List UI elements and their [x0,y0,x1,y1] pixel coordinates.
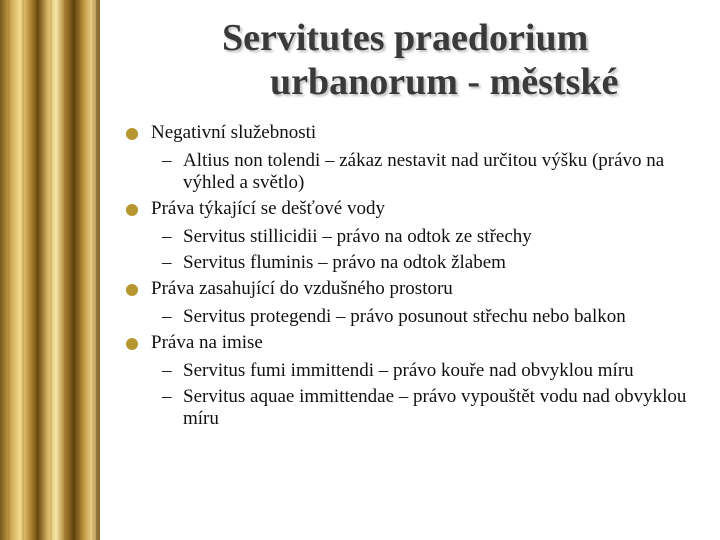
bullet-icon [126,204,138,216]
list-subitem [126,150,711,194]
dash-marker: – [162,226,172,247]
list-item [126,332,711,354]
list-subitem-text: Servitus fumi immittendi – právo kouře nad obvyklou míru [183,360,634,381]
bullet-icon [126,338,138,350]
slide-title [120,16,710,104]
list-subitem-text: Servitus aquae immittendae – právo vypouštět vodu nad obvyklou míru [183,386,687,429]
list-item-text: Práva zasahující do vzdušného prostoru [151,278,453,299]
list-item [126,278,711,300]
list-item-text: Práva týkající se dešťové vody [151,198,385,219]
list-subitem [126,252,711,274]
dash-marker: – [162,386,172,407]
bullet-icon [126,284,138,296]
list-subitem [126,386,711,430]
dash-marker: – [162,150,172,171]
gold-decorative-bar [0,0,100,540]
dash-marker: – [162,306,172,327]
dash-marker: – [162,252,172,273]
list-subitem-text: Servitus fluminis – právo na odtok žlabem [183,252,506,273]
title-line-2: urbanorum - městské [270,61,619,103]
list-item-text: Negativní služebnosti [151,122,317,143]
list-item [126,198,711,220]
list-subitem-text: Altius non tolendi – zákaz nestavit nad určitou výšku (právo na výhled a světlo) [183,150,665,193]
list-subitem [126,226,711,248]
list-subitem [126,360,711,382]
list-subitem-text: Servitus protegendi – právo posunout střechu nebo balkon [183,306,626,327]
list-subitem-text: Servitus stillicidii – právo na odtok ze střechy [183,226,532,247]
list-item-text: Práva na imise [151,332,263,353]
list-item [126,122,711,144]
slide-content [126,122,711,434]
title-line-1: Servitutes praedorium [222,17,589,59]
list-subitem [126,306,711,328]
bullet-icon [126,128,138,140]
dash-marker: – [162,360,172,381]
